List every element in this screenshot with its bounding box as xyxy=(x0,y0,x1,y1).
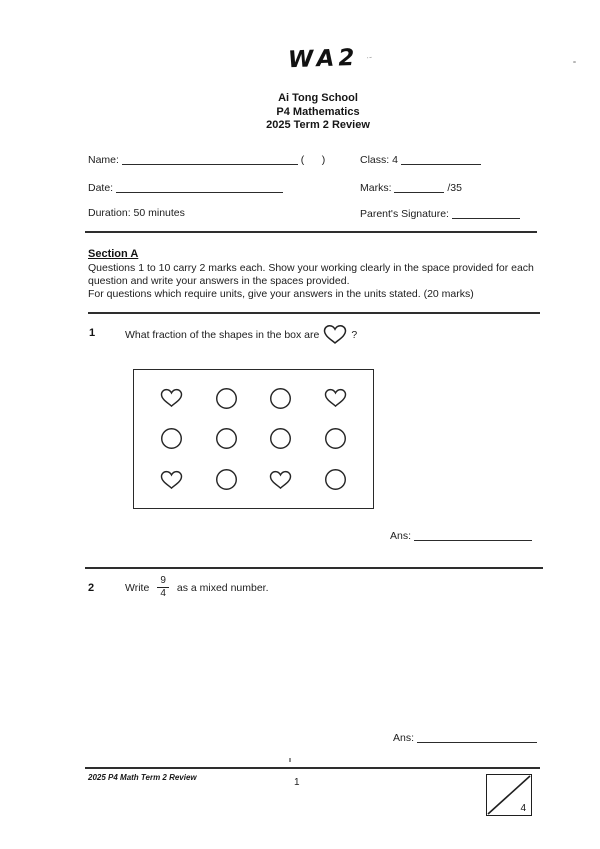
scan-artifact-speck xyxy=(573,61,576,63)
question-1-answer xyxy=(390,529,532,542)
q1-ans-label: Ans: xyxy=(390,530,412,542)
paper-title: 2025 Term 2 Review xyxy=(266,119,370,131)
heart-icon xyxy=(323,324,347,345)
marks-line xyxy=(394,181,444,193)
name-row xyxy=(88,153,325,167)
date-label: Date: xyxy=(88,182,114,194)
school-name: Ai Tong School xyxy=(278,92,358,104)
class-label: Class: 4 xyxy=(360,154,398,166)
circle-shape xyxy=(308,459,363,500)
signature-line xyxy=(452,207,520,219)
index-parens: ( ) xyxy=(300,154,326,166)
divider-q1-q2 xyxy=(85,567,543,569)
question-1-number: 1 xyxy=(89,327,96,339)
question-1-text xyxy=(125,324,357,345)
date-line xyxy=(116,181,283,193)
instructions-paragraph-2: For questions which require units, give your answers in the units stated. (20 marks) xyxy=(88,288,474,301)
signature-row xyxy=(360,207,520,221)
divider-top xyxy=(85,231,537,233)
circle-shape xyxy=(199,378,254,419)
name-line xyxy=(122,153,298,165)
q2-ans-line xyxy=(417,731,537,743)
heart-shape xyxy=(144,459,199,500)
marks-row xyxy=(360,181,462,195)
circle-shape xyxy=(308,419,363,460)
name-label: Name: xyxy=(88,154,119,166)
duration-label: Duration: 50 minutes xyxy=(88,207,185,219)
circle-shape xyxy=(199,419,254,460)
marks-total: /35 xyxy=(447,182,462,194)
fraction-denominator: 4 xyxy=(160,588,166,599)
exam-header xyxy=(233,92,403,133)
marks-corner-box xyxy=(486,774,532,816)
circle-shape xyxy=(254,419,309,460)
question-2-number: 2 xyxy=(88,582,95,594)
footer-divider xyxy=(85,767,540,769)
q1-ans-line xyxy=(414,529,532,541)
corner-marks-value: 4 xyxy=(520,803,526,814)
question-2-text-before: Write xyxy=(125,581,150,594)
circle-shape xyxy=(144,419,199,460)
class-row xyxy=(360,153,481,167)
question-2-text-after: as a mixed number. xyxy=(176,581,269,594)
heart-shape xyxy=(144,378,199,419)
scan-artifact-tick xyxy=(289,758,291,762)
marks-label: Marks: xyxy=(360,182,392,194)
question-2-text xyxy=(125,576,269,599)
divider-section xyxy=(88,312,540,314)
heart-shape xyxy=(254,459,309,500)
circle-shape xyxy=(254,378,309,419)
instructions-paragraph-1: Questions 1 to 10 carry 2 marks each. Show your working clearly in the space provided for each question and write your answers in the spaces provided. xyxy=(88,262,534,288)
subject-line: P4 Mathematics xyxy=(276,105,360,118)
page-number: 1 xyxy=(294,777,300,788)
date-row xyxy=(88,181,283,195)
shapes-grid xyxy=(133,369,374,509)
handwritten-label: WA2 xyxy=(287,44,359,74)
question-1-text-before: What fraction of the shapes in the box are xyxy=(125,328,320,341)
question-2-answer xyxy=(393,731,537,744)
class-line xyxy=(401,153,481,165)
scan-artifact-dash: ·- xyxy=(365,51,373,63)
heart-shape xyxy=(308,378,363,419)
fraction-nine-fourths xyxy=(157,576,169,599)
section-a-instructions xyxy=(88,262,550,302)
footer-doc-title: 2025 P4 Math Term 2 Review xyxy=(88,773,197,782)
circle-shape xyxy=(199,459,254,500)
fraction-numerator: 9 xyxy=(157,576,169,588)
duration-row xyxy=(88,207,185,220)
q2-ans-label: Ans: xyxy=(393,732,415,744)
signature-label: Parent's Signature: xyxy=(360,208,449,220)
section-a-heading: Section A xyxy=(88,248,139,260)
question-1-text-after: ? xyxy=(351,328,358,341)
